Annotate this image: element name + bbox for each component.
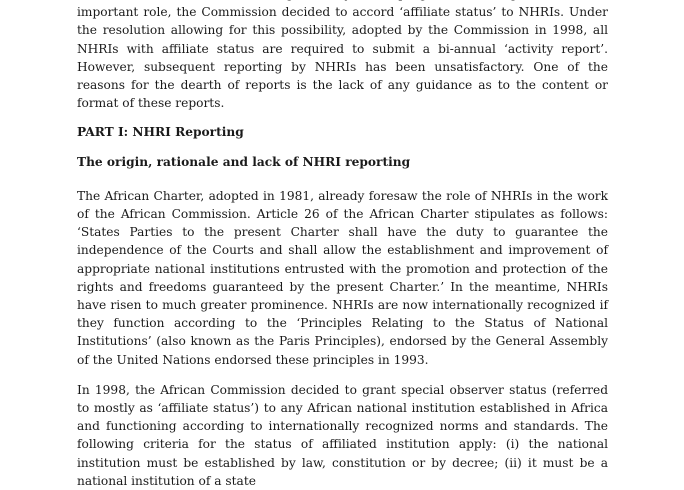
part-heading: PART I: NHRI Reporting	[77, 125, 244, 140]
body-paragraph-2: In 1998, the African Commission decided to grant special observer status (referred to mostly as ‘affiliate status’) to any African national institution established in Africa and functioning according to internationally recognized norms and standards. The following criteria for the status of affiliated institution apply: (i) the national institution must be established by law, constitution or by decree; (ii) it must be a national institution of a state	[77, 382, 608, 488]
intro-paragraph: important role, the Commission decided to accord ‘affiliate status’ to NHRIs. Under the resolution allowing for this possibility, adopted by the Commission in 1998, all NHRIs with affiliate status are required to submit a bi-annual ‘activity report’. However, subsequent reporting by NHRIs has been unsatisfactory. One of the reasons for the dearth of reports is the lack of any guidance as to the content or format of these reports.	[77, 5, 608, 111]
body-paragraph-1: The African Charter, adopted in 1981, already foresaw the role of NHRIs in the work of the African Commission. Article 26 of the African Charter stipulates as follows: ‘States Parties to the present Charter shall have the duty to guarantee the independence of the Courts and shall allow the establishment and improvement of appropriate national institutions entrusted with the promotion and protection of the rights and freedoms guaranteed by the present Charter.’ In the meantime, NHRIs have risen to much greater prominence. NHRIs are now internationally recognized if they function according to the ‘Principles Relating to the Status of National Institutions’ (also known as the Paris Principles), endorsed by the General Assembly of the United Nations endorsed these principles in 1993.	[77, 188, 608, 367]
section-heading: The origin, rationale and lack of NHRI reporting	[77, 154, 411, 169]
document-page	[77, 0, 608, 490]
